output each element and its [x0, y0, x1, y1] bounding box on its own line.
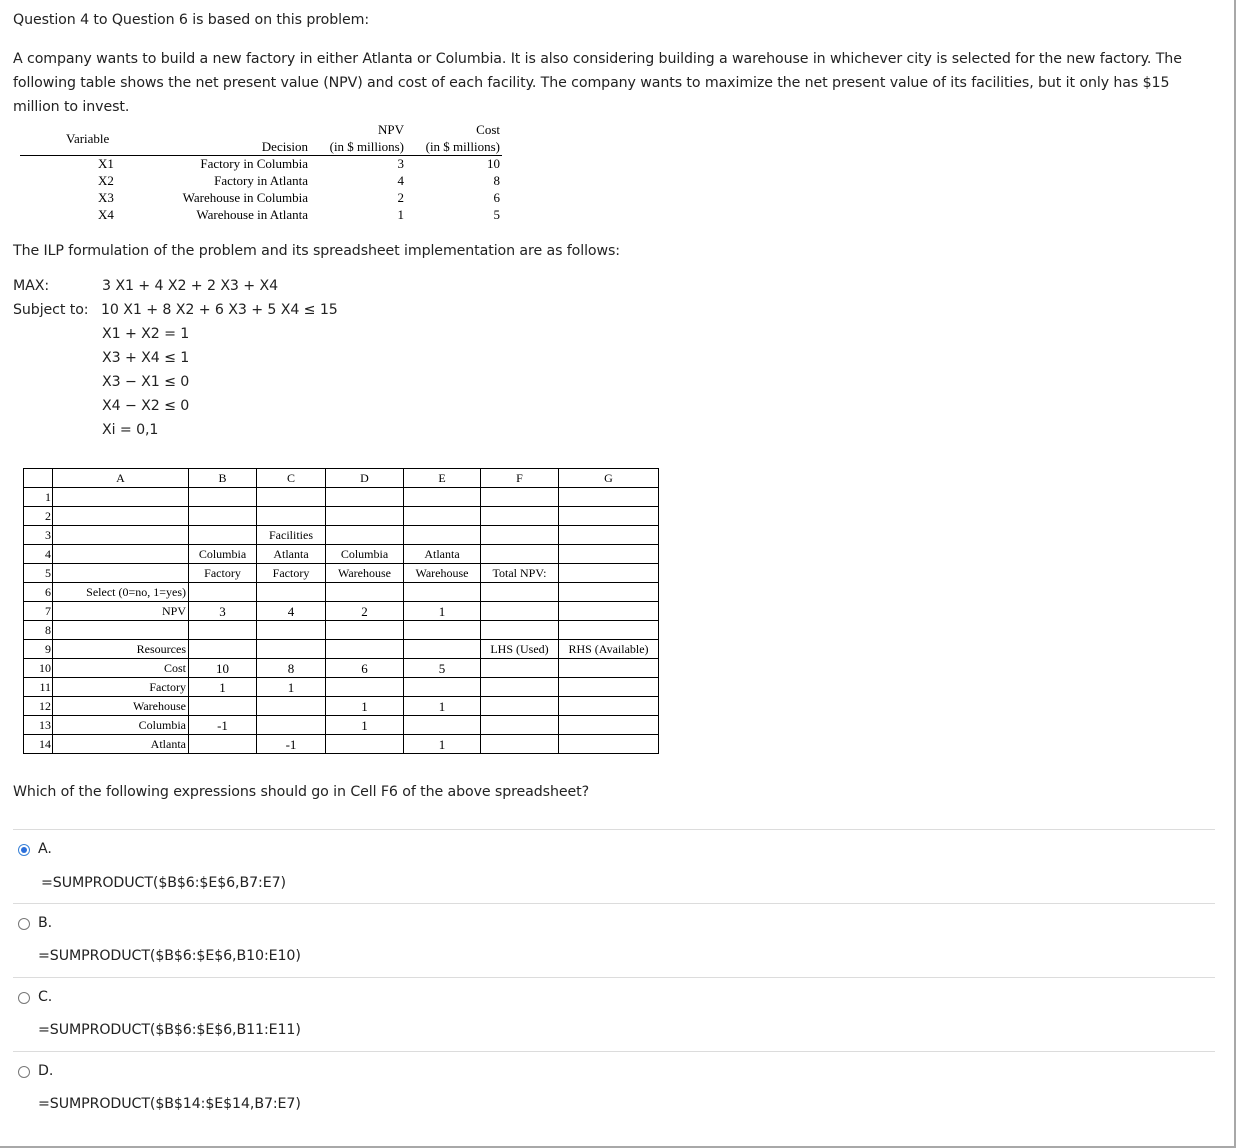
header-decision: Decision: [261, 139, 308, 154]
cell-f7: [481, 602, 559, 621]
radio-button[interactable]: [18, 1066, 30, 1078]
header-variable: Variable: [66, 131, 110, 146]
cell-c3: Facilities: [257, 526, 326, 545]
cell-a5: [53, 564, 189, 583]
cost-cell: 8: [493, 173, 500, 188]
cell-g10: [559, 659, 659, 678]
answer-option-b[interactable]: [13, 903, 1215, 977]
cell-b8: [189, 621, 257, 640]
cell-f5: Total NPV:: [481, 564, 559, 583]
cell-d1: [326, 488, 404, 507]
cell-c2: [257, 507, 326, 526]
cell-c8: [257, 621, 326, 640]
facility-row: [20, 156, 502, 173]
column-header: F: [481, 469, 559, 488]
row-number: 3: [24, 526, 53, 545]
variable-cell: X4: [98, 207, 114, 222]
cell-c1: [257, 488, 326, 507]
cell-d14: [326, 735, 404, 754]
cell-g11: [559, 678, 659, 697]
cell-d10: 6: [326, 659, 404, 678]
header-npv-line2: (in $ millions): [329, 139, 404, 154]
row-number: 2: [24, 507, 53, 526]
decision-cell: Factory in Atlanta: [214, 173, 308, 188]
decision-cell: Warehouse in Columbia: [182, 190, 308, 205]
cell-c6: [257, 583, 326, 602]
sheet-row: [24, 526, 659, 545]
sheet-row: [24, 564, 659, 583]
option-letter: A.: [38, 841, 52, 857]
cell-f4: [481, 545, 559, 564]
radio-button[interactable]: [18, 992, 30, 1004]
sheet-row: [24, 735, 659, 754]
cell-d2: [326, 507, 404, 526]
facility-row: [20, 173, 502, 190]
objective-function: 3 X1 + 4 X2 + 2 X3 + X4: [102, 278, 279, 294]
cell-f13: [481, 716, 559, 735]
row-number: 10: [24, 659, 53, 678]
cell-g7: [559, 602, 659, 621]
cell-e2: [404, 507, 481, 526]
cell-d4: Columbia: [326, 545, 404, 564]
cell-d8: [326, 621, 404, 640]
ilp-intro: The ILP formulation of the problem and its spreadsheet implementation are as follows:: [13, 243, 620, 259]
column-header: C: [257, 469, 326, 488]
cell-c12: [257, 697, 326, 716]
cell-a1: [53, 488, 189, 507]
header-cost-line2: (in $ millions): [425, 139, 500, 154]
subject-to-label: Subject to:: [13, 302, 89, 318]
cell-a2: [53, 507, 189, 526]
cell-g12: [559, 697, 659, 716]
column-header: G: [559, 469, 659, 488]
row-number: 11: [24, 678, 53, 697]
cell-f8: [481, 621, 559, 640]
row-number: 5: [24, 564, 53, 583]
cell-b5: Factory: [189, 564, 257, 583]
cell-f14: [481, 735, 559, 754]
cell-f3: [481, 526, 559, 545]
cell-c5: Factory: [257, 564, 326, 583]
sheet-row: [24, 583, 659, 602]
cell-f1: [481, 488, 559, 507]
cell-b12: [189, 697, 257, 716]
cell-c4: Atlanta: [257, 545, 326, 564]
sheet-row: [24, 640, 659, 659]
cell-g4: [559, 545, 659, 564]
cell-b9: [189, 640, 257, 659]
column-header-row: [24, 469, 659, 488]
cell-c11: 1: [257, 678, 326, 697]
column-header: D: [326, 469, 404, 488]
row-number: 9: [24, 640, 53, 659]
cost-cell: 5: [493, 207, 500, 222]
cell-e3: [404, 526, 481, 545]
cell-f12: [481, 697, 559, 716]
sheet-row: [24, 488, 659, 507]
cell-b7: 3: [189, 602, 257, 621]
cell-a14: Atlanta: [53, 735, 189, 754]
header-cost-line1: Cost: [476, 122, 500, 137]
cell-e8: [404, 621, 481, 640]
cell-e5: Warehouse: [404, 564, 481, 583]
constraint: X4 − X2 ≤ 0: [102, 398, 190, 414]
column-header: A: [53, 469, 189, 488]
cell-d5: Warehouse: [326, 564, 404, 583]
cell-d12: 1: [326, 697, 404, 716]
row-number: 12: [24, 697, 53, 716]
cell-g1: [559, 488, 659, 507]
cost-cell: 10: [487, 156, 500, 171]
cell-g5: [559, 564, 659, 583]
row-number: 8: [24, 621, 53, 640]
cell-d7: 2: [326, 602, 404, 621]
radio-button-selected[interactable]: [18, 844, 30, 856]
constraint: 10 X1 + 8 X2 + 6 X3 + 5 X4 ≤ 15: [101, 302, 338, 318]
constraint: X3 − X1 ≤ 0: [102, 374, 190, 390]
row-number: 1: [24, 488, 53, 507]
cell-d9: [326, 640, 404, 659]
facility-row: [20, 207, 502, 224]
cell-d3: [326, 526, 404, 545]
option-expression: =SUMPRODUCT($B$14:$E$14,B7:E7): [38, 1096, 301, 1112]
cell-c14: -1: [257, 735, 326, 754]
npv-cell: 3: [397, 156, 404, 171]
max-label: MAX:: [13, 278, 50, 294]
cell-f9: LHS (Used): [481, 640, 559, 659]
variable-cell: X2: [98, 173, 114, 188]
option-expression: =SUMPRODUCT($B$6:$E$6,B11:E11): [38, 1022, 301, 1038]
cell-g2: [559, 507, 659, 526]
cost-cell: 6: [493, 190, 500, 205]
column-header: B: [189, 469, 257, 488]
cell-g3: [559, 526, 659, 545]
cell-e6: [404, 583, 481, 602]
npv-cell: 2: [397, 190, 404, 205]
cell-g13: [559, 716, 659, 735]
cell-e7: 1: [404, 602, 481, 621]
cell-c10: 8: [257, 659, 326, 678]
cell-e11: [404, 678, 481, 697]
constraint: X3 + X4 ≤ 1: [102, 350, 190, 366]
cell-c13: [257, 716, 326, 735]
cell-b4: Columbia: [189, 545, 257, 564]
sheet-row: [24, 716, 659, 735]
cell-g9: RHS (Available): [559, 640, 659, 659]
question-text: Which of the following expressions should go in Cell F6 of the above spreadsheet?: [13, 784, 590, 800]
cell-a3: [53, 526, 189, 545]
radio-button[interactable]: [18, 918, 30, 930]
option-letter: C.: [38, 989, 53, 1005]
cell-e9: [404, 640, 481, 659]
cell-d6: [326, 583, 404, 602]
answer-option-c[interactable]: [13, 977, 1215, 1051]
cell-a13: Columbia: [53, 716, 189, 735]
cell-e12: 1: [404, 697, 481, 716]
cell-b10: 10: [189, 659, 257, 678]
row-number: 14: [24, 735, 53, 754]
cell-b13: -1: [189, 716, 257, 735]
sheet-row: [24, 678, 659, 697]
cell-a8: [53, 621, 189, 640]
row-number: 4: [24, 545, 53, 564]
cell-g8: [559, 621, 659, 640]
cell-b2: [189, 507, 257, 526]
cell-a7: NPV: [53, 602, 189, 621]
cell-e14: 1: [404, 735, 481, 754]
cell-b3: [189, 526, 257, 545]
cell-a12: Warehouse: [53, 697, 189, 716]
constraint: Xi = 0,1: [102, 422, 159, 438]
cell-e10: 5: [404, 659, 481, 678]
cell-f11: [481, 678, 559, 697]
option-expression: =SUMPRODUCT($B$6:$E$6,B7:E7): [41, 875, 286, 891]
spreadsheet: [23, 468, 659, 754]
option-letter: D.: [38, 1063, 54, 1079]
cell-f2: [481, 507, 559, 526]
sheet-row: [24, 659, 659, 678]
decision-cell: Factory in Columbia: [200, 156, 308, 171]
answer-option-a[interactable]: [13, 829, 1215, 903]
cell-f10: [481, 659, 559, 678]
sheet-row: [24, 545, 659, 564]
cell-g14: [559, 735, 659, 754]
variable-cell: X1: [98, 156, 114, 171]
cell-f6: [481, 583, 559, 602]
problem-statement: A company wants to build a new factory in either Atlanta or Columbia. It is also considering building a warehouse in whichever city is selected for the new factory. The following table shows the net present value (NPV) and cost of each facility. The company wants to maximize the net present value of its facilities, but it only has $15 million to invest.: [13, 51, 1182, 115]
column-header: E: [404, 469, 481, 488]
npv-cell: 1: [397, 207, 404, 222]
row-number: 6: [24, 583, 53, 602]
decision-cell: Warehouse in Atlanta: [196, 207, 308, 222]
sheet-row: [24, 697, 659, 716]
header-npv-line1: NPV: [377, 122, 404, 137]
row-number: 13: [24, 716, 53, 735]
cell-a10: Cost: [53, 659, 189, 678]
cell-d13: 1: [326, 716, 404, 735]
sheet-row: [24, 602, 659, 621]
cell-g6: [559, 583, 659, 602]
variable-cell: X3: [98, 190, 114, 205]
row-number: 7: [24, 602, 53, 621]
option-expression: =SUMPRODUCT($B$6:$E$6,B10:E10): [38, 948, 301, 964]
cell-a9: Resources: [53, 640, 189, 659]
answer-option-d[interactable]: [13, 1051, 1215, 1125]
cell-d11: [326, 678, 404, 697]
cell-b11: 1: [189, 678, 257, 697]
facility-data-table: [20, 121, 502, 224]
intro-title: Question 4 to Question 6 is based on this problem:: [13, 12, 369, 28]
cell-e13: [404, 716, 481, 735]
cell-e4: Atlanta: [404, 545, 481, 564]
cell-c9: [257, 640, 326, 659]
sheet-row: [24, 621, 659, 640]
cell-a4: [53, 545, 189, 564]
cell-e1: [404, 488, 481, 507]
facility-table-header: [20, 121, 502, 156]
cell-b1: [189, 488, 257, 507]
sheet-row: [24, 507, 659, 526]
corner-cell: [24, 469, 53, 488]
cell-a6: Select (0=no, 1=yes): [53, 583, 189, 602]
cell-b14: [189, 735, 257, 754]
cell-c7: 4: [257, 602, 326, 621]
cell-a11: Factory: [53, 678, 189, 697]
npv-cell: 4: [397, 173, 404, 188]
constraint: X1 + X2 = 1: [102, 326, 190, 342]
option-letter: B.: [38, 915, 53, 931]
cell-b6: [189, 583, 257, 602]
facility-row: [20, 190, 502, 207]
